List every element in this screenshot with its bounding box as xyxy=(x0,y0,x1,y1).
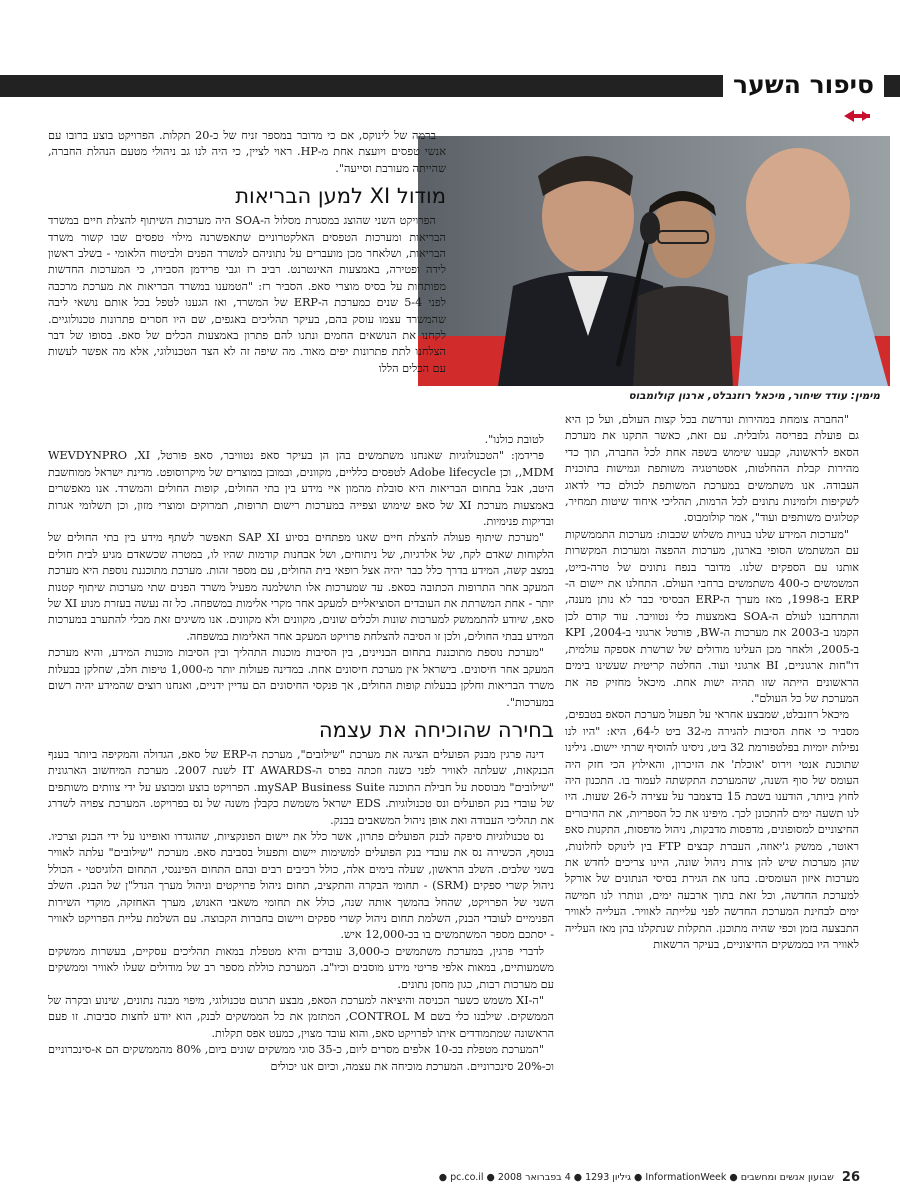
photo-illustration xyxy=(418,136,890,386)
article-paragraph: "המערכת מטפלת בכ-10 אלפים מסרים ליום, כ-35 סוגי ממשקים שונים ביום, 80% מהממשקים הם א-סינכרוניים וכ-20% סינכרוניים. המערכת מוכיחה את עצמה, וכיום אנו יכולים xyxy=(48,1043,554,1073)
article-column-left-bottom xyxy=(48,432,554,1075)
article-paragraph: דינה פרגין מבנק הפועלים הציגה את מערכת "שילובים", מערכת ה-ERP של סאפ, הגדולה והמקיפה ביותר בענף הבנקאות, שעלתה לאוויר לפני כשנה וזכתה בפרס ה-IT AWARDS לשנת 2007. מערכת המיחשוב הארגונית "שילובים" מבוססת על חבילת התוכנה mySAP Business Suite. הפרויקט בוצע ומבוצע על ידי צוותים משותפים של עובדי בנק הפועלים ונס טכנולוגיות. EDS ישראל משמשת כקבלן משנה של נס בפרויקט. המערכת צפויה לשדרג את תהליכי העבודה ואת אופן ניהול המשאבים בבנק. xyxy=(48,747,555,827)
article-paragraph: לטובת כולנו". xyxy=(484,433,544,446)
article-paragraph: פרידמן: "הטכנולוגיות שאנחנו משתמשים בהן הן בעיקר סאפ נטוויבר, סאפ פורטל, WEVDYNPRO ,XI ,MDM, וכן Adobe lifecycle לטפסים כלליים, מקוונים, ובמובן במוצרים של מיקרוסופט. מדינת ישראל ממוחשבת היטב, אבל בתחום הבריאות היא סובלת מהמון איי מידע בין בתי החולים, קופות החולים והמשרד. אנו מאפשרים באמצעות מערכת XI של סאפ שימוש וצפייה במערכות רישום תרופות, תמרוקים ומוצרי מזון, וכן תשלומי אגרות ובדיקות פנימיות. xyxy=(48,449,555,529)
photo-three-men xyxy=(418,136,890,386)
section-heading-choice: בחירה שהוכיחה את עצמה xyxy=(318,717,554,742)
article-paragraph: "החברה צומחת במהירות ונדרשת בכל קצות העולם, ועל כן היא גם פועלת בפריסה גלובלית. עם זאת, כאשר התקנו את מערכת הסאפ לראשונה, קבענו שימוש בשפה אחת לכל החברה, תוך כדי מהירות קבלת ההחלטות, אסטרטגיה משותפת וגמישות בתוכנית העבודה. אנו משתמשים במערכת המשותפת לכולם כדי לדאוג לשקיפות ולזמינות נתונים לכל הרמות, תהליכי איחוד שיטות תמחיר, קטלוגים משותפים ועוד", אמר קולומבוס. xyxy=(565,413,859,525)
photo-caption: מימין: עודד שיחור, מיכאל רוזנבלט, ארנון קולומבוס xyxy=(628,390,880,402)
article-paragraph: ברמה של לינוקס, אם כי מדובר במספר זניח של כ-20 תקלות. הפרויקט בוצע ברובו עם אנשי טפסים ויועצת אחת מ-HP. ראוי לציין, כי היה לנו גב ניהולי מטעם הנהלת החברה, שהייתה מעורבת וסייעה". xyxy=(48,129,446,175)
page-footer xyxy=(40,1170,860,1185)
page-number: 26 xyxy=(841,1170,860,1185)
arrow-icon xyxy=(842,108,872,124)
article-column-right xyxy=(565,412,859,953)
article-paragraph: "מערכת נוספת מתוכננת בתחום הבניינים, בין הסיבות מוכנות התהליך ובין הסיבות מוכנות המידע, והיא מערכת המעקב אחר חיסונים. בישראל אין מערכת חיסונים אחת. במדינה פעולות יותר מ-1,000 טיפות חלב, שחלקן בבעלות משרד הבריאות וחלקן בבעלות קופות החולים, אך פנקסי החיסונים הם עדיין ידניים, ואנחנו רוצים שהמידע יהיה רשום במערכות". xyxy=(48,646,554,709)
article-paragraph: הפרויקט השני שהוצג במסגרת מסלול ה-SOA היה מערכות השיתוף להצלת חיים במשרד הבריאות ומערכות הטפסים האלקטרוניים שתאפשרנה מילוי טפסים שבו קשור משרד הבריאות, ושלאחר מכן מועברים על נתוניהם למשרד הפנים ולביטוח הלאומי - בשלב ראשון לידה ופטירה, באמצעות האינטרנט. רביב רז וגבי פרידמן הסבירו, כי המערכות החדשות מפותחות על בסיס מוצרי סאפ. הסביר רז: "הטמענו במשרד הבריאות את מערכת מרכבה לפני 5-4 שנים כמערכת ה-ERP של המשרד, ואז הגענו לטפל בכל אותם נושאי ליבה שהמשרד עצמו עוסק בהם, בעיקר תהליכים באגפים, שם היו חסרים פתרונות טכנולוגיים. לקחנו את הנושאים החמים ונתנו להם פתרון באמצעות הכלים של סאפ. בסופו של דבר הצלחנו לתת פתרונות יפים מאוד. מה שיפה זה לא הצד הטכנולוגי, אלא מה אפשר לעשות עם הכלים הללו xyxy=(48,214,446,375)
footer-publication: שבועון אנשים ומחשבים ● InformationWeek ● גיליון 1293 ● 4 בפברואר 2008 ● pc.co.il ● xyxy=(438,1172,834,1183)
section-title: סיפור השער xyxy=(723,68,884,102)
article-paragraph: מיכאל רוזנבלט, שמבצע אחראי על תפעול מערכת הסאפ בטבפים, מסביר כי אחת הסיבות להגירה מ-32 ביט ל-64, היא: "היו לנו נפילות יומיות בפלטפורמת 32 ביט, ניסינו להוסיף שרתי יישום. גילינו שתוכנת אנטי וירוס 'אוכלת' את הזיכרון, והאילוץ הכי חזק היה העומס של סוף השנה, שהמערכת התקשתה לעמוד בו. התכנון היה לחוץ ביותר, הודענו בשבת 15 בדצמבר על עצירה ל-26 שעות. היו לנו תשעה ימים להתכונן לכך. מיפינו את כל הספריות, את החיבורים החיצוניים למסופונים, מדפסות מדבקות, ניהול מדפסות, התקנות סאפ ראוטר, ממשק ג'יאוזה, העברת קבצים FTP בין לינוקס לחלונות, שהן מערכות שיש להן צורת ניהול שונה, היינו צריכים לחדש את מערכות איזון העומסים. בחנו את הגירת בסיסי הנתונים של אורקל למערכת החדשה, וכל זאת בתוך ארבעה ימים, ונותרו לנו חמישה ימים לבחינת המערכת החדשה לפני עלייתה לאוויר. העלייה לאוויר התבצעה בזמן וכפי שהיה מתוכנן. התקלות שנתקלנו בהן מאז העלייה לאוויר היו בממשקים החיצוניים, בעיקר הרשאות xyxy=(565,708,860,951)
article-paragraph: לדברי פרגין, במערכת משתמשים כ-3,000 עובדים והיא מטפלת במאות תהליכים עסקיים, בעשרות ממשקים משמעותיים, במאות אלפי פריטי מידע מוסבים וכיו"ב. המערכת כוללת מספר רב של מודולים שעלו לאוויר וממשקים עם מערכות רבות, כגון מחסן נתונים. xyxy=(48,944,554,991)
article-paragraph: "מערכת שיתוף פעולה להצלת חיים שאנו מפתחים בסיוע SAP XI תאפשר לשתף מידע בין בתי החולים של הלקוחות שאדם לקח, של אלרגיות, של ניתוחים, ושל אבחנות קודמות שהיו לו, במטרה שכשאדם מגיע לבית חולים במצב קשה, המידע בדרך כלל כבר יהיה אצל רופאי בית החולים, עם מספר זהות. מערכת מתוכננת נוספת היא מערכת המעקב אחר התרופות הכתובה בסאפ. עד שמערכות אלו תושלמנה מפעיל משרד הפנים שתי מערכות שיתוף קטנות יותר - אחת המשרתת את העובדים הסוציאליים למעקב אחר מקרי אלימות במשפחה. כל זה נעשה בעזרת מנוע XI של סאפ, שיודע להתממשק למערכות שונות ולכלים שונים, מקוונים ולא מקוונים. אנו משיגים זאת מבלי להתערב במערכות המידע בבתי החולים, ולכן זו הסיבה להצלחת פרויקט המעקב אחר האלימות במשפחה. xyxy=(48,531,554,643)
article-paragraph: נס טכנולוגיות סיפקה לבנק הפועלים פתרון, אשר כלל את יישום הפונקציות, שהוגדרו ואופיינו על ידי הבנק וצרכיו. בנוסף, הכשירה נס את עובדי בנק הפועלים למשימות יישום ותפעול בסביבת סאפ. מערכת "שילובים" עלתה לאוויר בשני שלבים. השלב הראשון, שעלה בימים אלה, כולל רכיבים רבים ובהם התחום הפיננסי, התחום הלוגיסטי - הכולל ניהול קשרי ספקים (SRM) - תחומי הבקרה והתקציב, תחום ניהול פרויקטים וניהול מערך הנדל"ן של הבנק. השלב השני של הפרויקט, שהחל בהמשך אותה שנה, כולל את תחומי משאבי האנוש, מערך האחזקה, מוקדי השירות הפנימיים לעובדי הבנק, השלמת תחום ניהול קשרי ספקים ויישום בחברות הקבוצה. עם השלמת עליית הפרויקט לאוויר - יסתכם מספר המשתמשים בו בכ-12,000 איש. xyxy=(48,829,554,942)
article-column-left-top xyxy=(48,128,446,377)
section-heading-xi: מודול XI למען הבריאות xyxy=(235,184,446,209)
article-paragraph: "מערכות המידע שלנו בנויות משלוש שכבות: מערכות התממשקות עם המשתמש הסופי בארגון, מערכות ההפצה ומערכות המקשרות אותנו עם הספקים שלנו. מדובר בנפח נתונים של טרה-בייט, המשמשים כ-400 משתמשים ברחבי העולם. התחלנו את יישום ה-ERP ב-1998, מאז מערך ה-ERP הבסיסי כבר לא נותן מענה, והתרחבנו לעולם ה-SOA באמצעות כלי נטוויבר. עוד קודם לכן הקמנו ב-2003 את מערכות ה-BW, פורטל ארגוני ב-2004, KPI ב-2005, ולאחר מכן העלינו מודולים של שרשרת אספקה עולמית, דו"חות ארגוניים, BI ארגוני ועוד. החלטה קריטית שעשינו בימים הראשונים הייתה שזו תהיה ישות אחת. מיכאל מחזיק פה את המערכת של כל העולם". xyxy=(565,527,859,705)
article-paragraph: "ה-XI משמש כשער הכניסה והיציאה למערכת הסאפ, מבצע תרגום טכנולוגי, מיפוי מבנה נתונים, שינוע ובקרה של הממשקים. שילבנו כלי בשם CONTROL M, המתזמן את כל הממשקים לבנק, הוא יודע לחצות סביבות. זו פעם הראשונה שמתמודדים איתו לפרויקט סאפ, והוא עובד מצוין, כמעט אפס תקלות. xyxy=(48,994,554,1040)
